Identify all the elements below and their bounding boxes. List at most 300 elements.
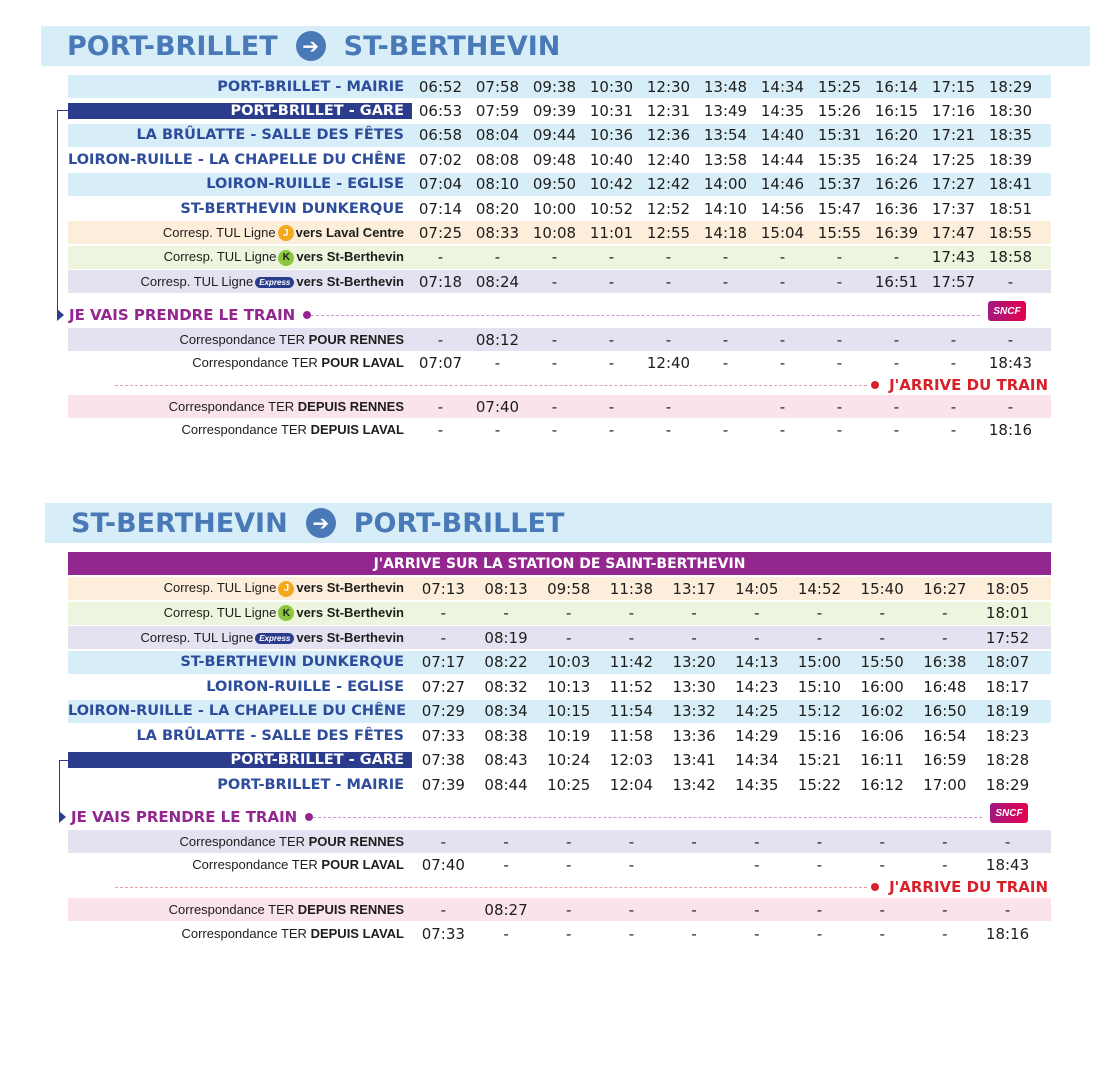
ter-correspondence-row xyxy=(68,395,1051,418)
time-cell: - xyxy=(494,420,501,439)
time-cell: 12:03 xyxy=(609,751,654,769)
time-cell: - xyxy=(551,353,558,372)
ter-label xyxy=(68,399,412,414)
time-cell: - xyxy=(691,900,697,919)
time-cell: - xyxy=(494,248,501,267)
time-cell: 14:23 xyxy=(735,677,779,696)
tul-correspondence-row xyxy=(68,602,1051,625)
time-cell: 10:00 xyxy=(532,199,577,218)
time-cell: - xyxy=(437,248,444,267)
time-cell: 15:16 xyxy=(797,726,842,745)
time-cells xyxy=(412,248,1039,266)
time-cell: - xyxy=(503,604,509,622)
time-cell: - xyxy=(608,353,615,372)
time-cell: 17:15 xyxy=(931,77,976,96)
line-j-badge-icon: J xyxy=(278,225,294,241)
time-cell: 13:32 xyxy=(672,702,716,720)
time-cell: - xyxy=(722,248,729,267)
time-cell: - xyxy=(879,604,885,622)
route-from: PORT-BRILLET xyxy=(67,30,278,62)
correspondence-label xyxy=(68,580,412,597)
time-cell: 11:58 xyxy=(609,726,654,745)
correspondence-label xyxy=(68,225,412,242)
time-cell: - xyxy=(608,248,615,267)
time-cell: 18:01 xyxy=(985,604,1030,622)
time-cell: 08:34 xyxy=(484,702,528,720)
ter-label xyxy=(68,332,412,347)
ter-correspondence-row xyxy=(68,351,1051,374)
time-cells xyxy=(412,925,1039,943)
time-cell xyxy=(663,856,726,874)
time-cell: 13:58 xyxy=(703,150,748,169)
time-cell: 07:25 xyxy=(418,223,463,242)
time-cell: - xyxy=(779,397,786,416)
correspondence-prefix: Corresp. TUL Ligne xyxy=(163,249,277,265)
time-cell: 10:08 xyxy=(532,223,577,242)
time-cell: 18:16 xyxy=(985,924,1030,943)
pointer-triangle-icon xyxy=(59,811,66,823)
time-cell: - xyxy=(754,924,760,943)
time-cell: 16:48 xyxy=(923,677,967,696)
line-k-badge-icon: K xyxy=(278,250,294,266)
time-cell: 16:51 xyxy=(874,272,919,291)
time-cell: 16:12 xyxy=(860,775,904,794)
route-bracket-line xyxy=(59,760,69,818)
ter-label xyxy=(68,857,412,872)
time-cell: 08:32 xyxy=(484,677,528,696)
time-cell: - xyxy=(551,248,558,267)
time-cell: 18:29 xyxy=(988,77,1033,96)
time-cell: 07:33 xyxy=(421,726,465,745)
time-cell: 07:39 xyxy=(421,775,465,794)
time-cell: 13:41 xyxy=(672,751,716,769)
time-cell: - xyxy=(836,330,843,349)
time-cell: 17:37 xyxy=(931,199,976,218)
time-cell: - xyxy=(437,397,444,416)
time-cell: 08:33 xyxy=(475,223,520,242)
ter-correspondence-row xyxy=(68,830,1051,853)
ter-correspondence-row xyxy=(68,898,1051,921)
time-cell: 07:04 xyxy=(418,175,463,194)
stop-name: PORT-BRILLET - MAIRIE xyxy=(217,776,404,793)
tul-correspondence-row xyxy=(68,577,1051,600)
time-cell: 18:43 xyxy=(988,353,1033,372)
ter-direction: POUR RENNES xyxy=(308,332,404,347)
time-cell: 07:18 xyxy=(418,272,463,291)
time-cell: - xyxy=(1007,397,1014,416)
time-cell: 08:20 xyxy=(475,199,520,218)
time-cell: - xyxy=(608,272,615,291)
ter-label xyxy=(68,834,412,849)
time-cell: 07:02 xyxy=(418,150,463,169)
station-arrival-bar: J'ARRIVE SUR LA STATION DE SAINT-BERTHEVIN xyxy=(68,552,1051,575)
time-cell: - xyxy=(566,832,572,851)
stop-row xyxy=(68,700,1051,723)
time-cell: - xyxy=(942,924,948,943)
train-departure-label: JE VAIS PRENDRE LE TRAIN xyxy=(71,808,298,826)
time-cell: 07:14 xyxy=(418,199,463,218)
time-cell: 17:00 xyxy=(923,775,967,794)
time-cell: 12:31 xyxy=(646,101,691,120)
time-cell: 16:50 xyxy=(923,702,967,720)
time-cell: - xyxy=(691,832,697,851)
time-cell: 15:31 xyxy=(817,126,862,145)
time-cells xyxy=(412,398,1039,416)
stop-row xyxy=(68,651,1051,674)
time-cell: - xyxy=(879,855,885,874)
time-cells xyxy=(412,604,1039,622)
title-band-2 xyxy=(45,503,1052,543)
time-cell: 18:58 xyxy=(988,248,1033,267)
time-cell: 09:44 xyxy=(532,126,577,145)
sncf-logo: SNCF xyxy=(988,301,1026,321)
time-cell: 16:11 xyxy=(860,751,904,769)
stop-row xyxy=(68,75,1051,98)
route-from: ST-BERTHEVIN xyxy=(71,507,288,539)
time-cell: 14:18 xyxy=(703,223,748,242)
time-cell: 15:35 xyxy=(817,150,862,169)
route-to: ST-BERTHEVIN xyxy=(343,30,561,62)
time-cell: - xyxy=(566,855,572,874)
time-cell: - xyxy=(942,832,948,851)
time-cell: 13:48 xyxy=(703,77,748,96)
time-cell: 06:58 xyxy=(418,126,463,145)
time-cell: 15:04 xyxy=(760,223,805,242)
correspondence-prefix: Corresp. TUL Ligne xyxy=(162,224,276,240)
ter-prefix: Correspondance TER xyxy=(192,355,318,370)
time-cell: - xyxy=(942,628,948,647)
time-cell: - xyxy=(628,900,635,919)
direction-arrow-icon: ➔ xyxy=(306,508,336,538)
time-cell: - xyxy=(665,272,672,291)
dot-icon xyxy=(871,883,879,891)
time-cell: 14:25 xyxy=(735,702,779,720)
time-cell: - xyxy=(1007,330,1014,349)
time-cell: 18:19 xyxy=(985,702,1030,720)
time-cell: - xyxy=(893,420,900,439)
time-cell: 14:05 xyxy=(735,579,779,598)
correspondence-label xyxy=(68,249,412,266)
time-cell: 14:40 xyxy=(760,126,805,145)
time-cell: - xyxy=(691,628,697,647)
time-cell: - xyxy=(779,330,786,349)
time-cell: 08:27 xyxy=(484,900,528,919)
time-cell: - xyxy=(816,924,823,943)
time-cell: - xyxy=(879,628,885,647)
time-cells xyxy=(412,273,1039,291)
time-cell: - xyxy=(440,900,447,919)
time-cell: 13:49 xyxy=(703,101,748,120)
time-cell: 16:26 xyxy=(874,175,919,194)
time-cell: 15:50 xyxy=(860,653,904,671)
ter-correspondence-row xyxy=(68,922,1051,945)
time-cell: 15:26 xyxy=(817,101,862,120)
time-cell: - xyxy=(950,353,957,372)
time-cell: - xyxy=(551,397,558,416)
route-bracket-line xyxy=(57,110,69,315)
time-cell: - xyxy=(893,248,900,267)
time-cell: 09:48 xyxy=(532,150,577,169)
time-cell: - xyxy=(503,832,509,851)
ter-prefix: Correspondance TER xyxy=(181,422,307,437)
time-cell: 10:19 xyxy=(547,726,591,745)
time-cell: - xyxy=(551,330,558,349)
sncf-logo: SNCF xyxy=(990,803,1028,823)
time-cell: - xyxy=(816,900,823,919)
time-cell: 12:04 xyxy=(609,775,654,794)
time-cell: 17:27 xyxy=(931,175,976,194)
dashed-connector xyxy=(313,817,982,818)
time-cell: 16:20 xyxy=(874,126,919,145)
time-cell: 08:04 xyxy=(475,126,520,145)
time-cell: 07:38 xyxy=(421,751,465,769)
time-cell: 14:34 xyxy=(760,77,805,96)
stop-row xyxy=(68,773,1051,796)
correspondence-destination: vers St-Berthevin xyxy=(296,274,404,290)
time-cell: - xyxy=(942,604,948,622)
correspondence-destination: vers St-Berthevin xyxy=(296,630,404,645)
ter-correspondence-row xyxy=(68,328,1051,351)
correspondence-destination: vers St-Berthevin xyxy=(296,580,404,596)
time-cell: 11:38 xyxy=(609,579,654,598)
time-cell: 18:16 xyxy=(988,420,1033,439)
time-cell: 11:52 xyxy=(609,677,654,696)
ter-prefix: Correspondance TER xyxy=(168,902,295,917)
time-cell: 09:58 xyxy=(547,579,591,598)
time-cell: 10:24 xyxy=(547,751,591,769)
time-cell: - xyxy=(836,353,843,372)
time-cells xyxy=(412,702,1039,720)
time-cell: - xyxy=(879,924,885,943)
time-cell: - xyxy=(722,420,729,439)
time-cell: 14:00 xyxy=(703,175,748,194)
stop-row-gare xyxy=(68,749,1051,772)
time-cell: - xyxy=(1004,832,1011,851)
stop-row xyxy=(68,675,1051,698)
time-cell: 13:20 xyxy=(672,653,716,671)
time-cell: 12:52 xyxy=(646,199,691,218)
time-cell: 16:36 xyxy=(874,199,919,218)
time-cell: 07:17 xyxy=(421,653,465,671)
time-cell: 18:51 xyxy=(988,199,1033,218)
time-cell: - xyxy=(816,628,823,647)
stop-name: ST-BERTHEVIN DUNKERQUE xyxy=(180,200,404,217)
time-cells xyxy=(412,78,1039,96)
correspondence-label xyxy=(68,605,412,622)
time-cells xyxy=(412,653,1039,671)
time-cell: - xyxy=(816,832,823,851)
time-cell: 11:01 xyxy=(589,223,634,242)
time-cell: - xyxy=(879,900,885,919)
time-cell: 14:52 xyxy=(797,579,842,598)
ter-direction: POUR LAVAL xyxy=(321,857,404,872)
pointer-triangle-icon xyxy=(57,309,64,321)
time-cell: 16:14 xyxy=(874,77,919,96)
correspondence-label xyxy=(68,274,412,289)
stop-name: LOIRON-RUILLE - LA CHAPELLE DU CHÊNE xyxy=(68,151,406,168)
ter-prefix: Correspondance TER xyxy=(179,834,306,849)
time-cells xyxy=(412,151,1039,169)
time-cell: 10:03 xyxy=(547,653,591,671)
time-cell: 08:08 xyxy=(475,150,520,169)
time-cell: 14:35 xyxy=(760,101,805,120)
ter-direction: POUR LAVAL xyxy=(321,355,404,370)
time-cell: - xyxy=(628,924,635,943)
time-cell: - xyxy=(608,420,615,439)
time-cell: 12:55 xyxy=(646,223,691,242)
time-cells xyxy=(412,331,1039,349)
time-cell: 08:38 xyxy=(484,726,528,745)
time-cell: - xyxy=(836,397,843,416)
dot-icon xyxy=(305,813,313,821)
time-cells xyxy=(412,200,1039,218)
time-cell xyxy=(697,398,754,416)
time-cell: 13:42 xyxy=(672,775,716,794)
stop-name: LOIRON-RUILLE - LA CHAPELLE DU CHÊNE xyxy=(68,703,406,719)
time-cell: 15:55 xyxy=(817,223,862,242)
time-cell: 14:35 xyxy=(735,775,779,794)
time-cell: 07:07 xyxy=(418,353,463,372)
time-cell: - xyxy=(437,330,444,349)
train-arrival-line xyxy=(115,375,1048,395)
stop-name: PORT-BRILLET - GARE xyxy=(68,103,412,119)
time-cell: - xyxy=(608,397,615,416)
time-cell: 17:52 xyxy=(985,628,1030,647)
direction-arrow-icon: ➔ xyxy=(296,31,326,61)
time-cell: 15:10 xyxy=(797,677,842,696)
time-cell: 18:35 xyxy=(988,126,1033,145)
time-cell: 16:02 xyxy=(860,702,904,720)
time-cell: 13:17 xyxy=(672,579,716,598)
time-cell: - xyxy=(754,832,760,851)
dot-icon xyxy=(303,311,311,319)
time-cell: 13:54 xyxy=(703,126,748,145)
time-cell: 16:06 xyxy=(860,726,904,745)
time-cells xyxy=(412,354,1039,372)
time-cell: - xyxy=(754,900,760,919)
time-cell: 06:53 xyxy=(418,101,463,120)
time-cell: 13:36 xyxy=(672,726,716,745)
time-cell: 10:25 xyxy=(547,775,591,794)
dot-icon xyxy=(871,381,879,389)
time-cell: 16:15 xyxy=(874,101,919,120)
time-cell: - xyxy=(628,855,635,874)
line-express-badge-icon: Express xyxy=(255,633,294,644)
time-cell: - xyxy=(779,248,786,267)
ter-label xyxy=(68,355,412,370)
train-departure-line xyxy=(71,807,1032,827)
time-cell: 17:47 xyxy=(931,223,976,242)
time-cell: - xyxy=(665,397,672,416)
time-cell: 15:12 xyxy=(797,702,842,720)
time-cell: 08:19 xyxy=(484,628,528,647)
time-cells xyxy=(412,751,1039,769)
time-cell: - xyxy=(942,855,948,874)
time-cell: - xyxy=(754,604,760,622)
time-cell: - xyxy=(816,604,823,622)
time-cell: - xyxy=(566,900,572,919)
time-cell: 18:43 xyxy=(985,855,1030,874)
time-cell: 14:56 xyxy=(760,199,805,218)
dashed-connector xyxy=(311,315,980,316)
time-cell: - xyxy=(628,604,635,622)
time-cell: - xyxy=(836,420,843,439)
time-cell: 18:29 xyxy=(985,775,1030,794)
ter-prefix: Correspondance TER xyxy=(192,857,318,872)
time-cell: - xyxy=(836,248,843,267)
train-arrival-label: J'ARRIVE DU TRAIN xyxy=(889,878,1048,896)
time-cell: 07:13 xyxy=(421,579,465,598)
ter-correspondence-row xyxy=(68,853,1051,876)
correspondence-prefix: Corresp. TUL Ligne xyxy=(140,274,254,290)
correspondence-label xyxy=(68,630,412,645)
stop-name: LOIRON-RUILLE - EGLISE xyxy=(206,176,404,193)
time-cell: 08:43 xyxy=(484,751,528,769)
time-cell: 10:52 xyxy=(589,199,634,218)
time-cells xyxy=(412,102,1039,120)
time-cell: 12:30 xyxy=(646,77,691,96)
time-cell: 11:54 xyxy=(609,702,654,720)
time-cells xyxy=(412,580,1039,598)
time-cells xyxy=(412,678,1039,696)
time-cell: - xyxy=(722,272,729,291)
time-cell: 11:42 xyxy=(609,653,654,671)
time-cell: 07:58 xyxy=(475,77,520,96)
time-cell: 14:13 xyxy=(735,653,779,671)
time-cell: - xyxy=(551,272,558,291)
time-cell: 07:59 xyxy=(475,101,520,120)
time-cell: 16:59 xyxy=(923,751,967,769)
time-cell: - xyxy=(950,420,957,439)
ter-prefix: Correspondance TER xyxy=(181,926,307,941)
time-cells xyxy=(412,776,1039,794)
time-cell: 12:40 xyxy=(646,150,691,169)
stop-name: ST-BERTHEVIN DUNKERQUE xyxy=(180,654,404,670)
tul-correspondence-row xyxy=(68,221,1051,244)
time-cell: - xyxy=(879,832,885,851)
title-band-1 xyxy=(41,26,1090,66)
time-cell: 16:24 xyxy=(874,150,919,169)
time-cell: 15:37 xyxy=(817,175,862,194)
time-cell: 15:40 xyxy=(860,579,904,598)
time-cell: 15:00 xyxy=(797,653,842,671)
time-cell: - xyxy=(628,628,635,647)
time-cell: 18:55 xyxy=(988,223,1033,242)
time-cell: 15:22 xyxy=(797,775,842,794)
time-cell: - xyxy=(779,420,786,439)
time-cell: 10:31 xyxy=(589,101,634,120)
time-cell: - xyxy=(566,628,572,647)
correspondence-prefix: Corresp. TUL Ligne xyxy=(163,580,277,596)
time-cell: - xyxy=(566,604,572,622)
time-cell: 09:38 xyxy=(532,77,577,96)
time-cell: 15:47 xyxy=(817,199,862,218)
time-cell: - xyxy=(440,832,447,851)
time-cells xyxy=(412,856,1039,874)
time-cell: 08:13 xyxy=(484,579,528,598)
stop-row xyxy=(68,124,1051,147)
time-cell: 10:15 xyxy=(547,702,591,720)
tul-correspondence-row xyxy=(68,270,1051,293)
time-cell: - xyxy=(779,353,786,372)
train-departure-label: JE VAIS PRENDRE LE TRAIN xyxy=(69,306,296,324)
time-cell: 16:38 xyxy=(923,653,967,671)
time-cell: 16:39 xyxy=(874,223,919,242)
time-cells xyxy=(412,629,1039,647)
tul-correspondence-row xyxy=(68,246,1051,269)
time-cell: 17:16 xyxy=(931,101,976,120)
time-cell: - xyxy=(722,330,729,349)
